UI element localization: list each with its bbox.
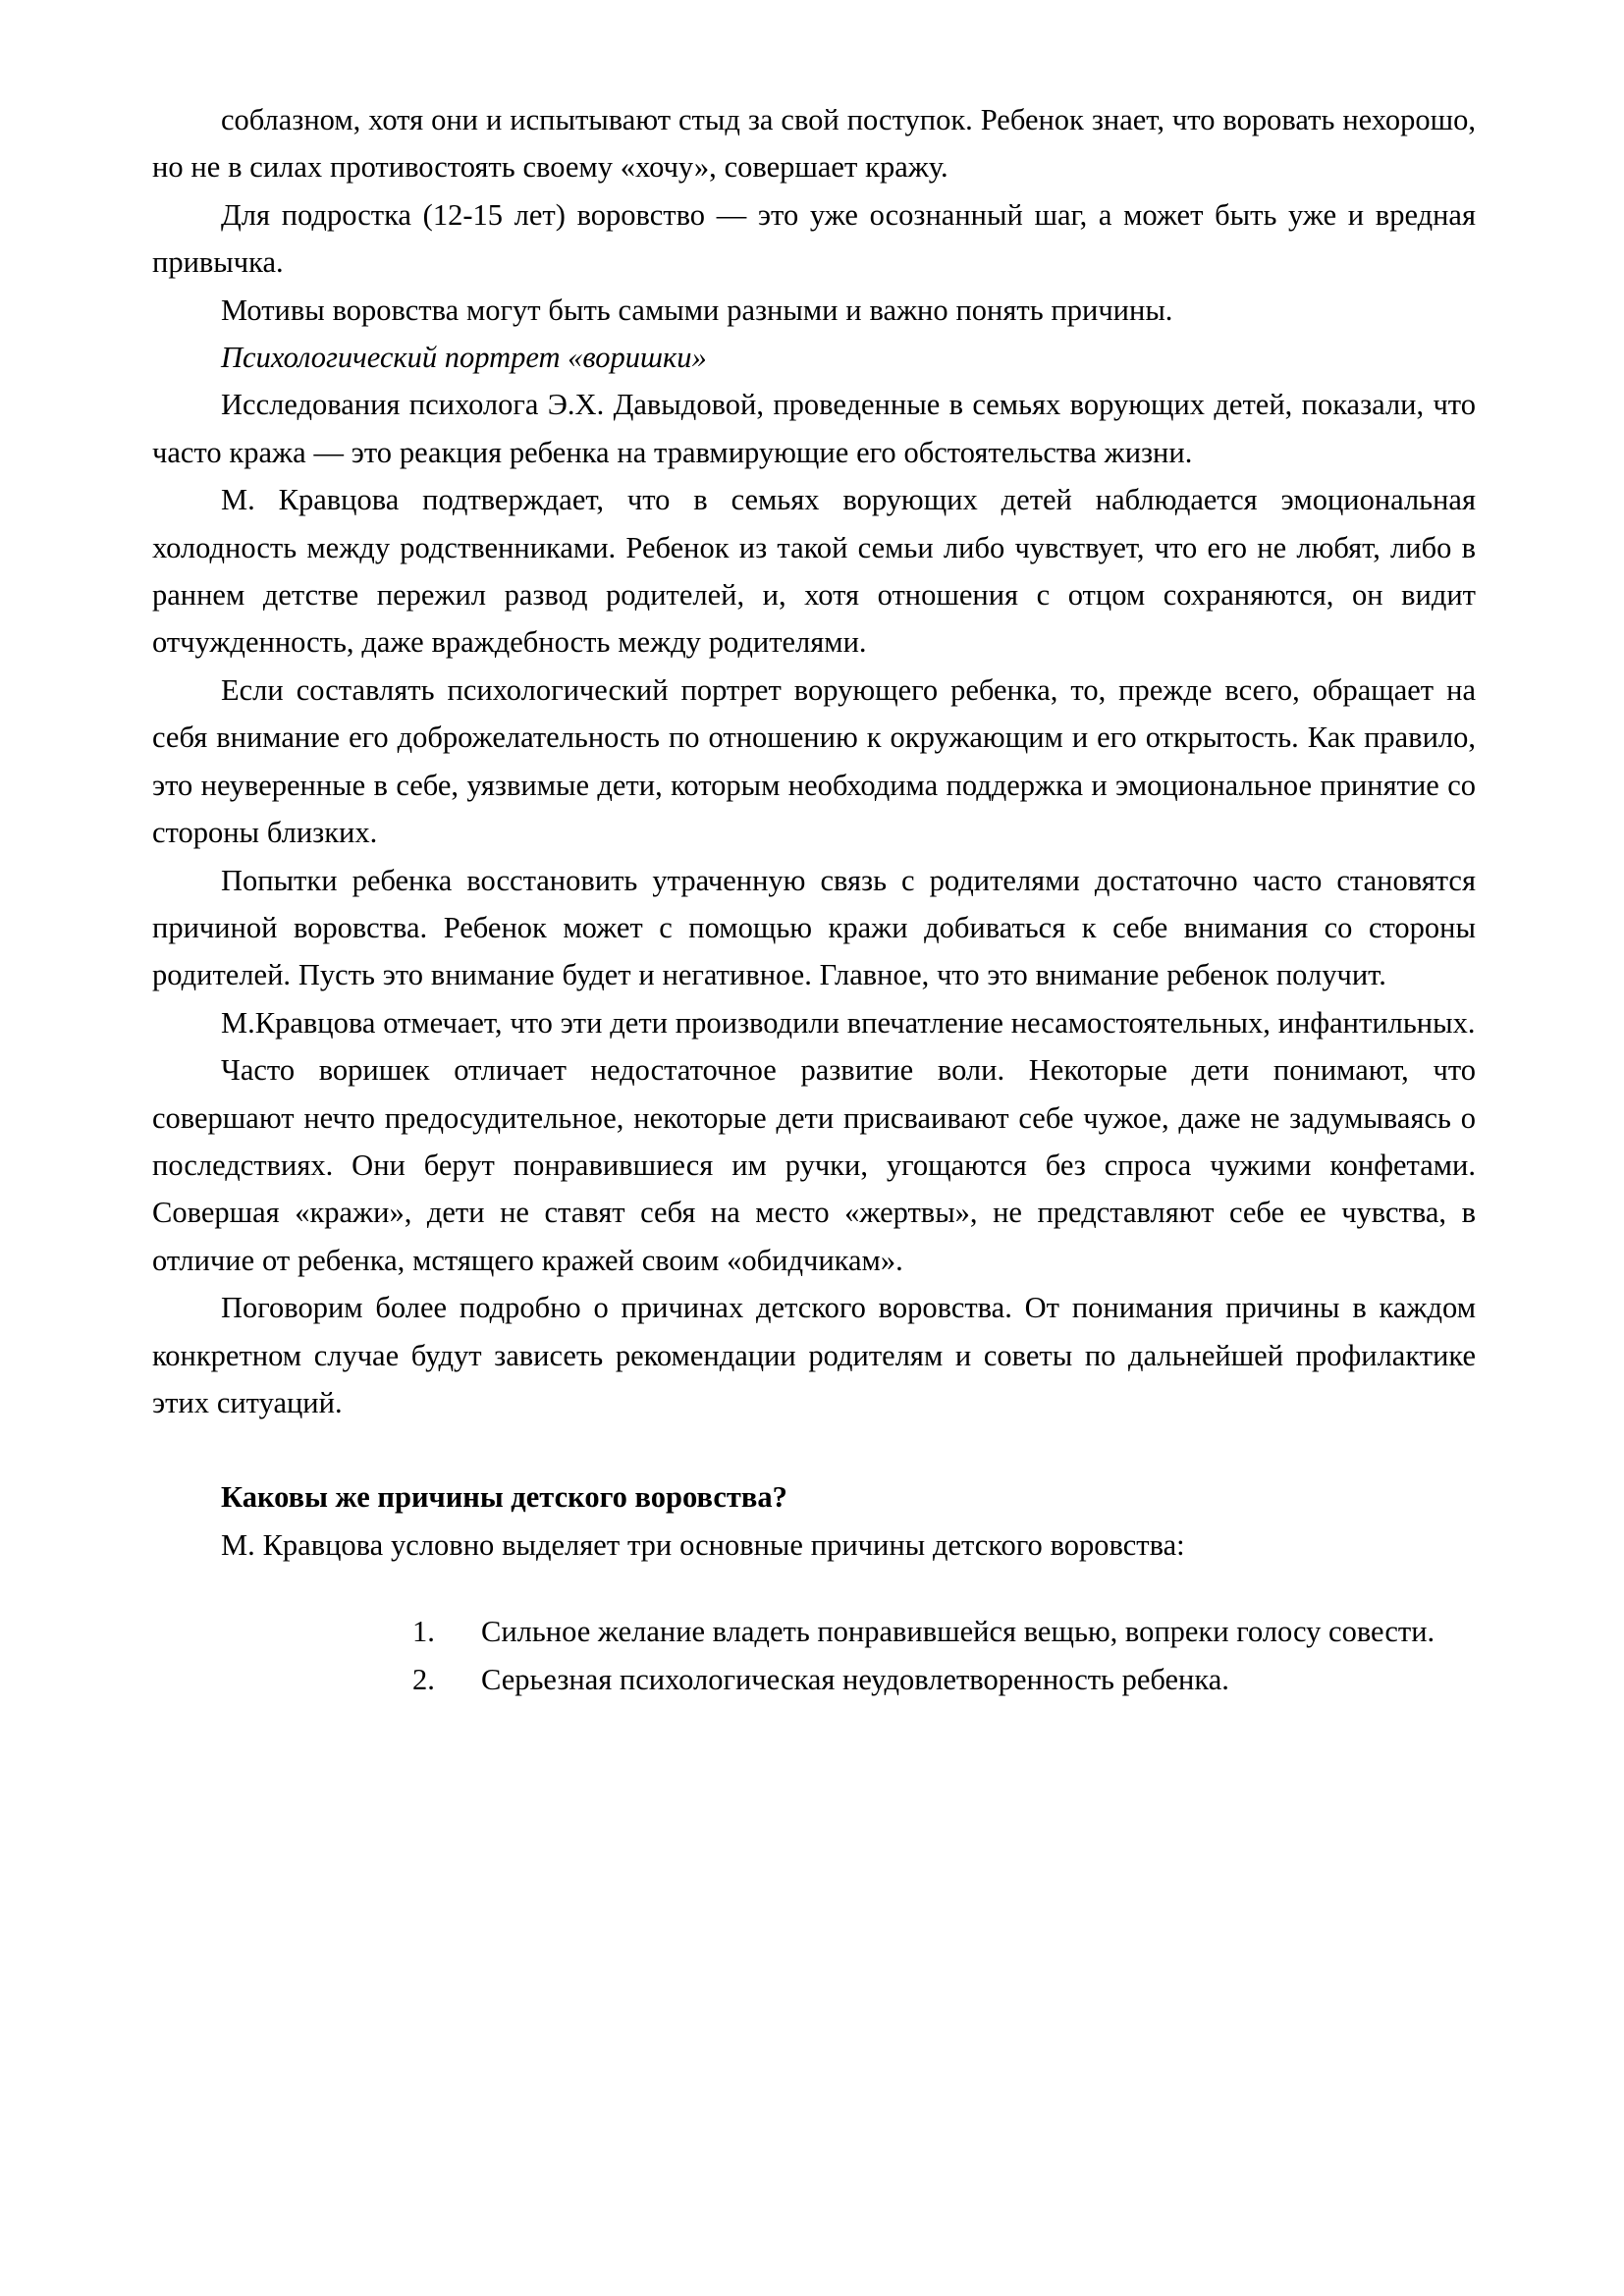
paragraph-8: Попытки ребенка восстановить утраченную связь с родителями достаточно часто становятся причиной воровства. Ребенок может с помощью кражи добиваться к себе внимания со стороны родителей. Пусть это внимание будет и негативное. Главное, что это внимание ребенок получит. (152, 863, 1476, 992)
list-item (152, 1656, 1476, 1703)
paragraph-11: Поговорим более подробно о причинах детского воровства. От понимания причины в каждом конкретном случае будут зависеть рекомендации родителям и советы по дальнейшей профилактике этих ситуаций. (152, 1291, 1476, 1419)
subtitle-psychological-portrait: Психологический портрет «воришки» (221, 341, 707, 375)
paragraph-10: Часто воришек отличает недостаточное развитие воли. Некоторые дети понимают, что совершают нечто предосудительное, некоторые дети присваивают себе чужое, даже не задумываясь о последствиях. Они берут понравившиеся им ручки, угощаются без спроса чужими конфетами. Совершая «кражи», дети не ставят себя на место «жертвы», не представляют себе ее чувства, в отличие от ребенка, мстящего кражей своим «обидчикам». (152, 1053, 1476, 1277)
paragraph-intro-causes: М. Кравцова условно выделяет три основные причины детского воровства: (221, 1527, 1185, 1562)
document-text-block (152, 96, 1476, 1703)
list-item-number: 2. (412, 1662, 435, 1696)
list-spacer (152, 1569, 1476, 1608)
paragraph-7: Если составлять психологический портрет ворующего ребенка, то, прежде всего, обращает на себя внимание его доброжелательность по отношению к окружающим и его открытость. Как правило, это неуверенные в себе, уязвимые дети, которым необходима поддержка и эмоциональное принятие со стороны близких. (152, 672, 1476, 850)
paragraph-9: М.Кравцова отмечает, что эти дети производили впечатление несамостоятельных, инфантильных. (221, 1005, 1476, 1040)
causes-list (152, 1608, 1476, 1703)
section-heading-causes: Каковы же причины детского воровства? (221, 1480, 787, 1515)
paragraph-2: Для подростка (12-15 лет) воровство — это уже осознанный шаг, а может быть уже и вредная привычка. (152, 197, 1476, 280)
list-item-number: 1. (412, 1615, 435, 1649)
list-item-text: Серьезная психологическая неудовлетворенность ребенка. (481, 1662, 1229, 1696)
list-item (152, 1608, 1476, 1655)
paragraph-6: М. Кравцова подтверждает, что в семьях ворующих детей наблюдается эмоциональная холодность между родственниками. Ребенок из такой семьи либо чувствует, что его не любят, либо в раннем детстве пережил развод родителей, и, хотя отношения с отцом сохраняются, он видит отчужденность, даже враждебность между родителями. (152, 483, 1476, 660)
paragraph-5: Исследования психолога Э.Х. Давыдовой, проведенные в семьях ворующих детей, показали, что часто кража — это реакция ребенка на травмирующие его обстоятельства жизни. (152, 388, 1476, 469)
heading-spacer (152, 1426, 1476, 1473)
paragraph-3: Мотивы воровства могут быть самыми разными и важно понять причины. (221, 293, 1173, 327)
list-item-text: Сильное желание владеть понравившейся вещью, вопреки голосу совести. (481, 1615, 1435, 1649)
paragraph-1: соблазном, хотя они и испытывают стыд за свой поступок. Ребенок знает, что воровать нехорошо, но не в силах противостоять своему «хочу», совершает кражу. (152, 103, 1476, 185)
